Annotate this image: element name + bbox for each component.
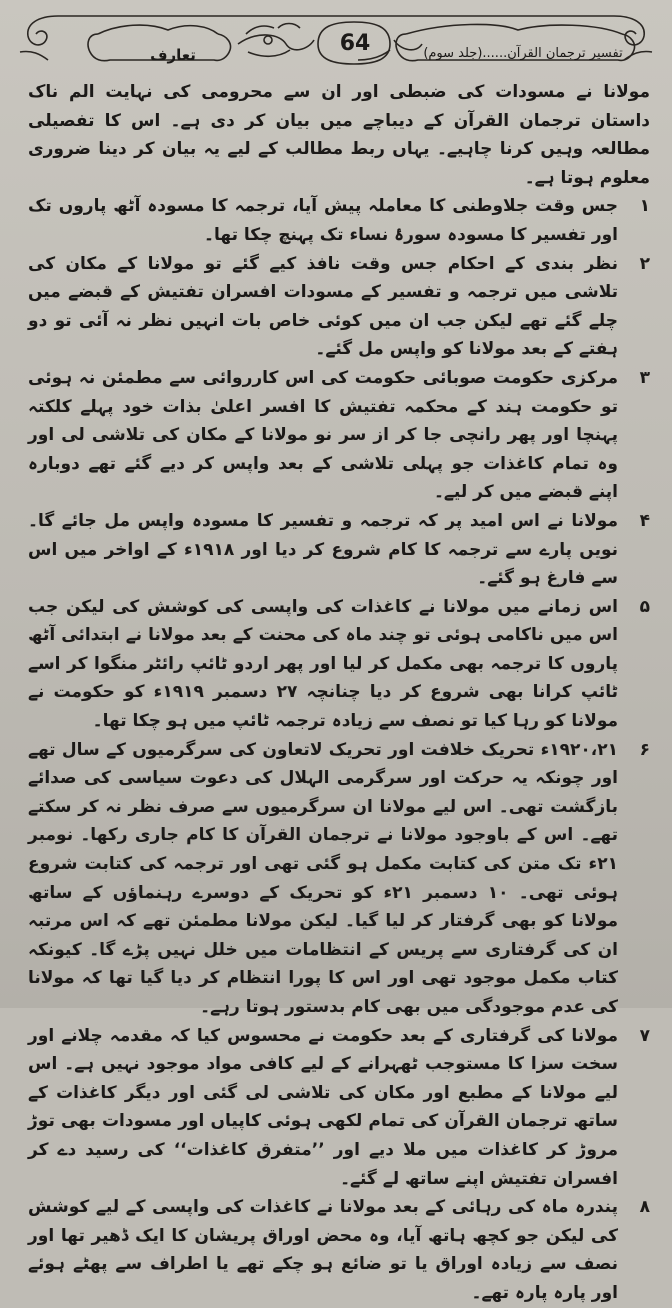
book-title: تفسیر ترجمان القرآن......(جلد سوم)	[423, 46, 623, 61]
list-item	[28, 192, 650, 249]
item-number: ۷	[639, 1025, 650, 1046]
list-item	[28, 507, 650, 593]
item-text: پندرہ ماہ کی رہائی کے بعد مولانا نے کاغذات کی واپسی کے لیے کوشش کی لیکن جو کچھ ہاتھ آیا، وہ محض اوراق پریشان کا ایک ڈھیر تھا اور نصف سے زیادہ اوراق یا تو ضائع ہو چکے تھے یا اطراف سے پھٹے ہوئے اور پارہ پارہ تھے۔	[28, 1197, 618, 1303]
item-number: ۶	[639, 739, 650, 760]
item-text: اس زمانے میں مولانا نے کاغذات کی واپسی کی کوشش کی لیکن جب اس میں ناکامی ہوئی تو چند ماہ کی محنت کے بعد مولانا نے ابتدائی آٹھ پاروں کا ترجمہ بھی مکمل کر لیا اور پھر اردو ٹائپ رائٹر منگوا کر اسے ٹائپ کرانا بھی شروع کر دیا چنانچہ ۲۷ دسمبر ۱۹۱۹ء کو حکومت نے مولانا کو رہا کیا تو نصف سے زیادہ ترجمہ ٹائپ میں ہو چکا تھا۔	[28, 596, 619, 732]
item-number: ۱	[639, 196, 650, 217]
list-item	[28, 593, 650, 736]
item-number: ۸	[639, 1197, 650, 1218]
item-text: جس وقت جلاوطنی کا معاملہ پیش آیا، ترجمہ کا مسودہ آٹھ پاروں تک اور تفسیر کا مسودہ سورۂ نساء تک پہنچ چکا تھا۔	[28, 196, 618, 245]
list-item	[28, 736, 650, 1022]
item-number: ۵	[639, 596, 650, 617]
item-text: نظر بندی کے احکام جس وقت نافذ کیے گئے تو مولانا کے مکان کی تلاشی میں ترجمہ و تفسیر کے مسودات افسران تفتیش کے قبضے میں چلے گئے تھے لیکن جب ان میں کوئی خاص بات انہیں نظر نہ آئی تو دو ہفتے کے بعد مولانا کو واپس مل گئے۔	[28, 253, 618, 360]
list-item	[28, 364, 650, 507]
item-number: ۲	[639, 253, 650, 274]
item-text: ۱۹۲۰،۲۱ء تحریک خلافت اور تحریک لاتعاون کی سرگرمیوں کے سال تھے اور چونکہ یہ حرکت اور سرگرمی الہلال کی دعوت سیاسی کی صدائے بازگشت تھی۔ اس لیے مولانا ان سرگرمیوں سے صرف نظر نہ کر سکتے تھے۔ اس کے باوجود مولانا نے ترجمان القرآن کا کام جاری رکھا۔ نومبر ۲۱ء تک متن کی کتابت مکمل ہو گئی تھی اور ترجمہ کی کتابت شروع ہوئی تھی۔ ۱۰ دسمبر ۲۱ء کو تحریک کے دوسرے رہنماؤں کے ساتھ مولانا کو بھی گرفتار کر لیا گیا۔ لیکن مولانا مطمئن تھے کہ اس مرتبہ ان کی گرفتاری سے پریس کے انتظامات میں خلل نہیں پڑے گا۔ کیونکہ کتاب مکمل موجود تھی اور اس کا پورا انتظام کر دیا گیا تھا کہ مولانا کی عدم موجودگی میں بھی کام بدستور ہوتا رہے۔	[28, 739, 618, 1017]
list-item	[28, 250, 650, 364]
list-item	[28, 1022, 650, 1194]
item-text: مولانا کی گرفتاری کے بعد حکومت نے محسوس کیا کہ مقدمہ چلانے اور سخت سزا کا مستوجب ٹھہرانے کے لیے کافی مواد موجود نہیں ہے۔ اس لیے مولانا کے مطبع اور مکان کی تلاشی لی گئی اور دیگر کاغذات کے ساتھ ترجمان القرآن کی تمام لکھی ہوئی کاپیاں اور مسودات بھی توڑ مروڑ کر کاغذات میں ملا دیے اور ’’متفرق کاغذات‘‘ کی رسید دے کر افسران تفتیش اپنے ساتھ لے گئے۔	[28, 1025, 618, 1189]
intro-text: مولانا نے مسودات کی ضبطی اور ان سے محرومی کی نہایت الم ناک داستان ترجمان القرآن کے دیباچے میں بیان کر دی ہے۔ اس کا تفصیلی مطالعہ وہیں کرنا چاہیے۔ یہاں ربط مطالب کے لیے یہ بیان کر دینا ضروری معلوم ہوتا ہے۔	[28, 82, 650, 188]
item-text: مولانا نے اس امید پر کہ ترجمہ و تفسیر کا مسودہ واپس مل جائے گا۔ نویں پارے سے ترجمہ کا کام شروع کر دیا اور ۱۹۱۸ء کے اواخر میں اس سے فارغ ہو گئے۔	[28, 510, 619, 589]
intro-paragraph	[28, 78, 650, 192]
item-number: ۴	[639, 510, 650, 531]
item-text: مرکزی حکومت صوبائی حکومت کی اس کارروائی سے مطمئن نہ ہوئی تو حکومت ہند کے محکمہ تفتیش کا افسر اعلیٰ بذات خود پہلے کلکتہ پہنچا اور پھر رانچی جا کر از سر نو مولانا کے مکان کی تلاشی لی اور وہ تمام کاغذات جو پہلی تلاشی کے بعد واپس کر دیے گئے تھے دوبارہ اپنے قبضے میں کر لیے۔	[28, 367, 618, 503]
page-header	[18, 10, 654, 72]
list-item	[28, 1193, 650, 1307]
section-title: تعارف	[150, 46, 196, 64]
page-number: 64	[339, 31, 371, 56]
body-text	[28, 78, 650, 1308]
item-number: ۳	[639, 367, 650, 388]
